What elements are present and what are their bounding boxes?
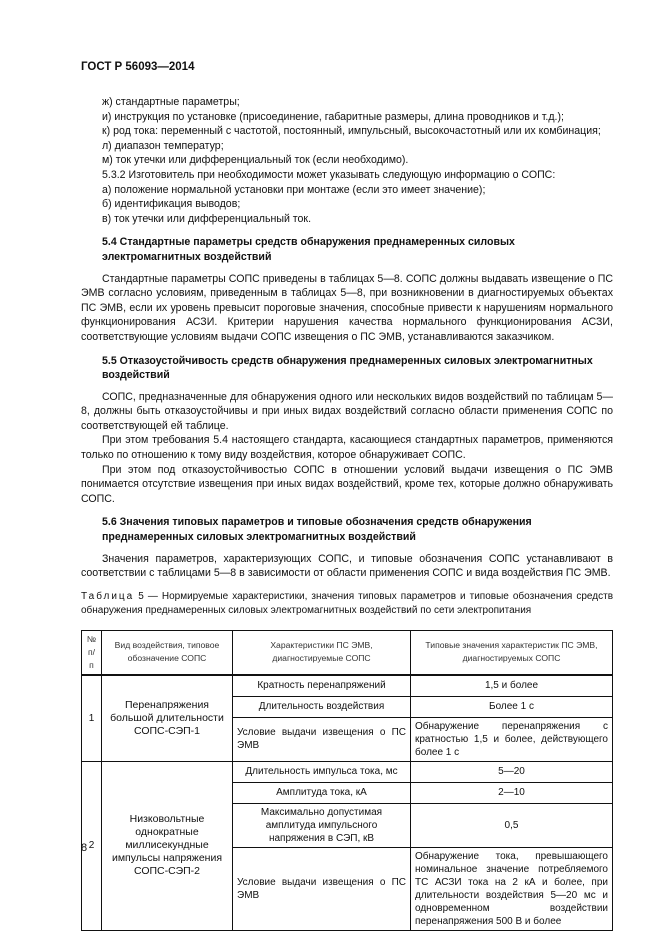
requirements-list <box>81 95 613 226</box>
header-number: № п/п <box>82 630 102 675</box>
characteristic: Амплитуда тока, кА <box>233 782 411 803</box>
document-header: ГОСТ Р 56093—2014 <box>81 61 195 73</box>
list-item: м) ток утечки или дифференциальный ток (если необходимо). <box>102 154 409 167</box>
characteristic: Максимально допустимая амплитуда импульсного напряжения в СЭП, кВ <box>233 803 411 847</box>
page-number: 8 <box>81 842 88 854</box>
typical-value: 0,5 <box>411 803 613 847</box>
section-5-6-heading: 5.6 Значения типовых параметров и типовые обозначения средств обнаружения преднамеренных силовых электромагнитных воздействий <box>102 516 532 544</box>
impact-type: Перенапряжения большой длительности СОПС-СЭП-1 <box>102 675 233 762</box>
typical-value: Более 1 с <box>411 696 613 717</box>
header-type: Вид воздействия, типовое обозначение СОПС <box>102 630 233 675</box>
characteristic: Условие выдачи извещения о ПС ЭМВ <box>233 847 411 930</box>
table-5 <box>81 630 613 931</box>
header-values: Типовые значения характеристик ПС ЭМВ, диагностируемых СОПС <box>411 630 613 675</box>
header-characteristics: Характеристики ПС ЭМВ, диагностируемые СОПС <box>233 630 411 675</box>
typical-value: 1,5 и более <box>411 675 613 697</box>
table-caption <box>81 590 613 618</box>
list-item: б) идентификация выводов; <box>102 198 241 211</box>
section-5-4-heading: 5.4 Стандартные параметры средств обнаружения преднамеренных силовых электромагнитных воздействий <box>102 236 515 263</box>
characteristic: Длительность воздействия <box>233 696 411 717</box>
list-item: 5.3.2 Изготовитель при необходимости может указывать следующую информацию о СОПС: <box>102 168 556 181</box>
section-5-5-text-2: При этом требования 5.4 настоящего стандарта, касающиеся стандартных параметров, применяются только по отношению к тому виду воздействия, которое обнаруживает СОПС. <box>81 434 613 462</box>
document-body <box>81 95 613 931</box>
characteristic: Кратность перенапряжений <box>233 675 411 697</box>
section-5-4-text: Стандартные параметры СОПС приведены в таблицах 5—8. СОПС должны выдавать извещение о ПС ЭМВ согласно условиям, приведенным в таблицах 5—8, при возникновении в диагностируемых объектах ПС ЭМВ, если их уровень превысит пороговые значения, способные привести к нарушениям нормального функционирования АСЗИ. Критерии нарушения качества нормального функционирования АСЗИ, соответствующие условиям выдачи СОПС извещения о ПС ЭМВ, устанавливаются заказчиком. <box>81 272 613 343</box>
typical-value: 5—20 <box>411 761 613 782</box>
table-label: Таблица <box>81 590 135 602</box>
table-row <box>82 761 613 782</box>
impact-type: Низковольтные однократные миллисекундные импульсы напряжения СОПС-СЭП-2 <box>102 761 233 930</box>
section-5-6-text: Значения параметров, характеризующих СОПС, и типовые обозначения СОПС устанавливают в соответствии с таблицами 5—8 в зависимости от области применения СОПС и вида воздействия ПС ЭМВ. <box>81 552 613 580</box>
table-row <box>82 675 613 697</box>
list-item: к) род тока: переменный с частотой, постоянный, импульсный, высокочастотный или их комбинация; <box>102 125 601 138</box>
list-item: л) диапазон температур; <box>102 139 224 152</box>
row-number: 2 <box>82 761 102 930</box>
typical-value: 2—10 <box>411 782 613 803</box>
list-item: в) ток утечки или дифференциальный ток. <box>102 212 312 225</box>
row-number: 1 <box>82 675 102 762</box>
section-5-5-text-1: СОПС, предназначенные для обнаружения одного или нескольких видов воздействий по таблицам 5—8, должны быть отказоустойчивы и при иных видах воздействий согласно области применения СОПС по соответствующей ей таблице. <box>81 390 613 432</box>
characteristic: Условие выдачи извещения о ПС ЭМВ <box>233 717 411 761</box>
list-item: а) положение нормальной установки при монтаже (если это имеет значение); <box>102 183 486 196</box>
typical-value: Обнаружение перенапряжения с кратностью 1,5 и более, действующего более 1 с <box>411 717 613 761</box>
typical-value: Обнаружение тока, превышающего номинальное значение потребляемого ТС АСЗИ тока на 2 кА и более, при длительности воздействия 5—20 мс и одновременном воздействии перенапряжения 500 В и более <box>411 847 613 930</box>
characteristic: Длительность импульса тока, мс <box>233 761 411 782</box>
table-caption-text: 5 — Нормируемые характеристики, значения типовых параметров и типовые обозначения средств обнаружения преднамеренных силовых электромагнитных воздействий по сети электропитания <box>81 590 614 616</box>
list-item: ж) стандартные параметры; <box>102 96 240 108</box>
section-5-5-heading: 5.5 Отказоустойчивость средств обнаружения преднамеренных силовых электромагнитных воздействий <box>102 354 593 382</box>
section-5-5-text-3: При этом под отказоустойчивостью СОПС в отношении условий выдачи извещения о ПС ЭМВ понимается отсутствие извещения при иных видах воздействий, кроме тех, которые должно обнаруживать СОПС. <box>81 463 613 505</box>
list-item: и) инструкция по установке (присоединение, габаритные размеры, длина проводников и т.д.); <box>102 110 564 123</box>
